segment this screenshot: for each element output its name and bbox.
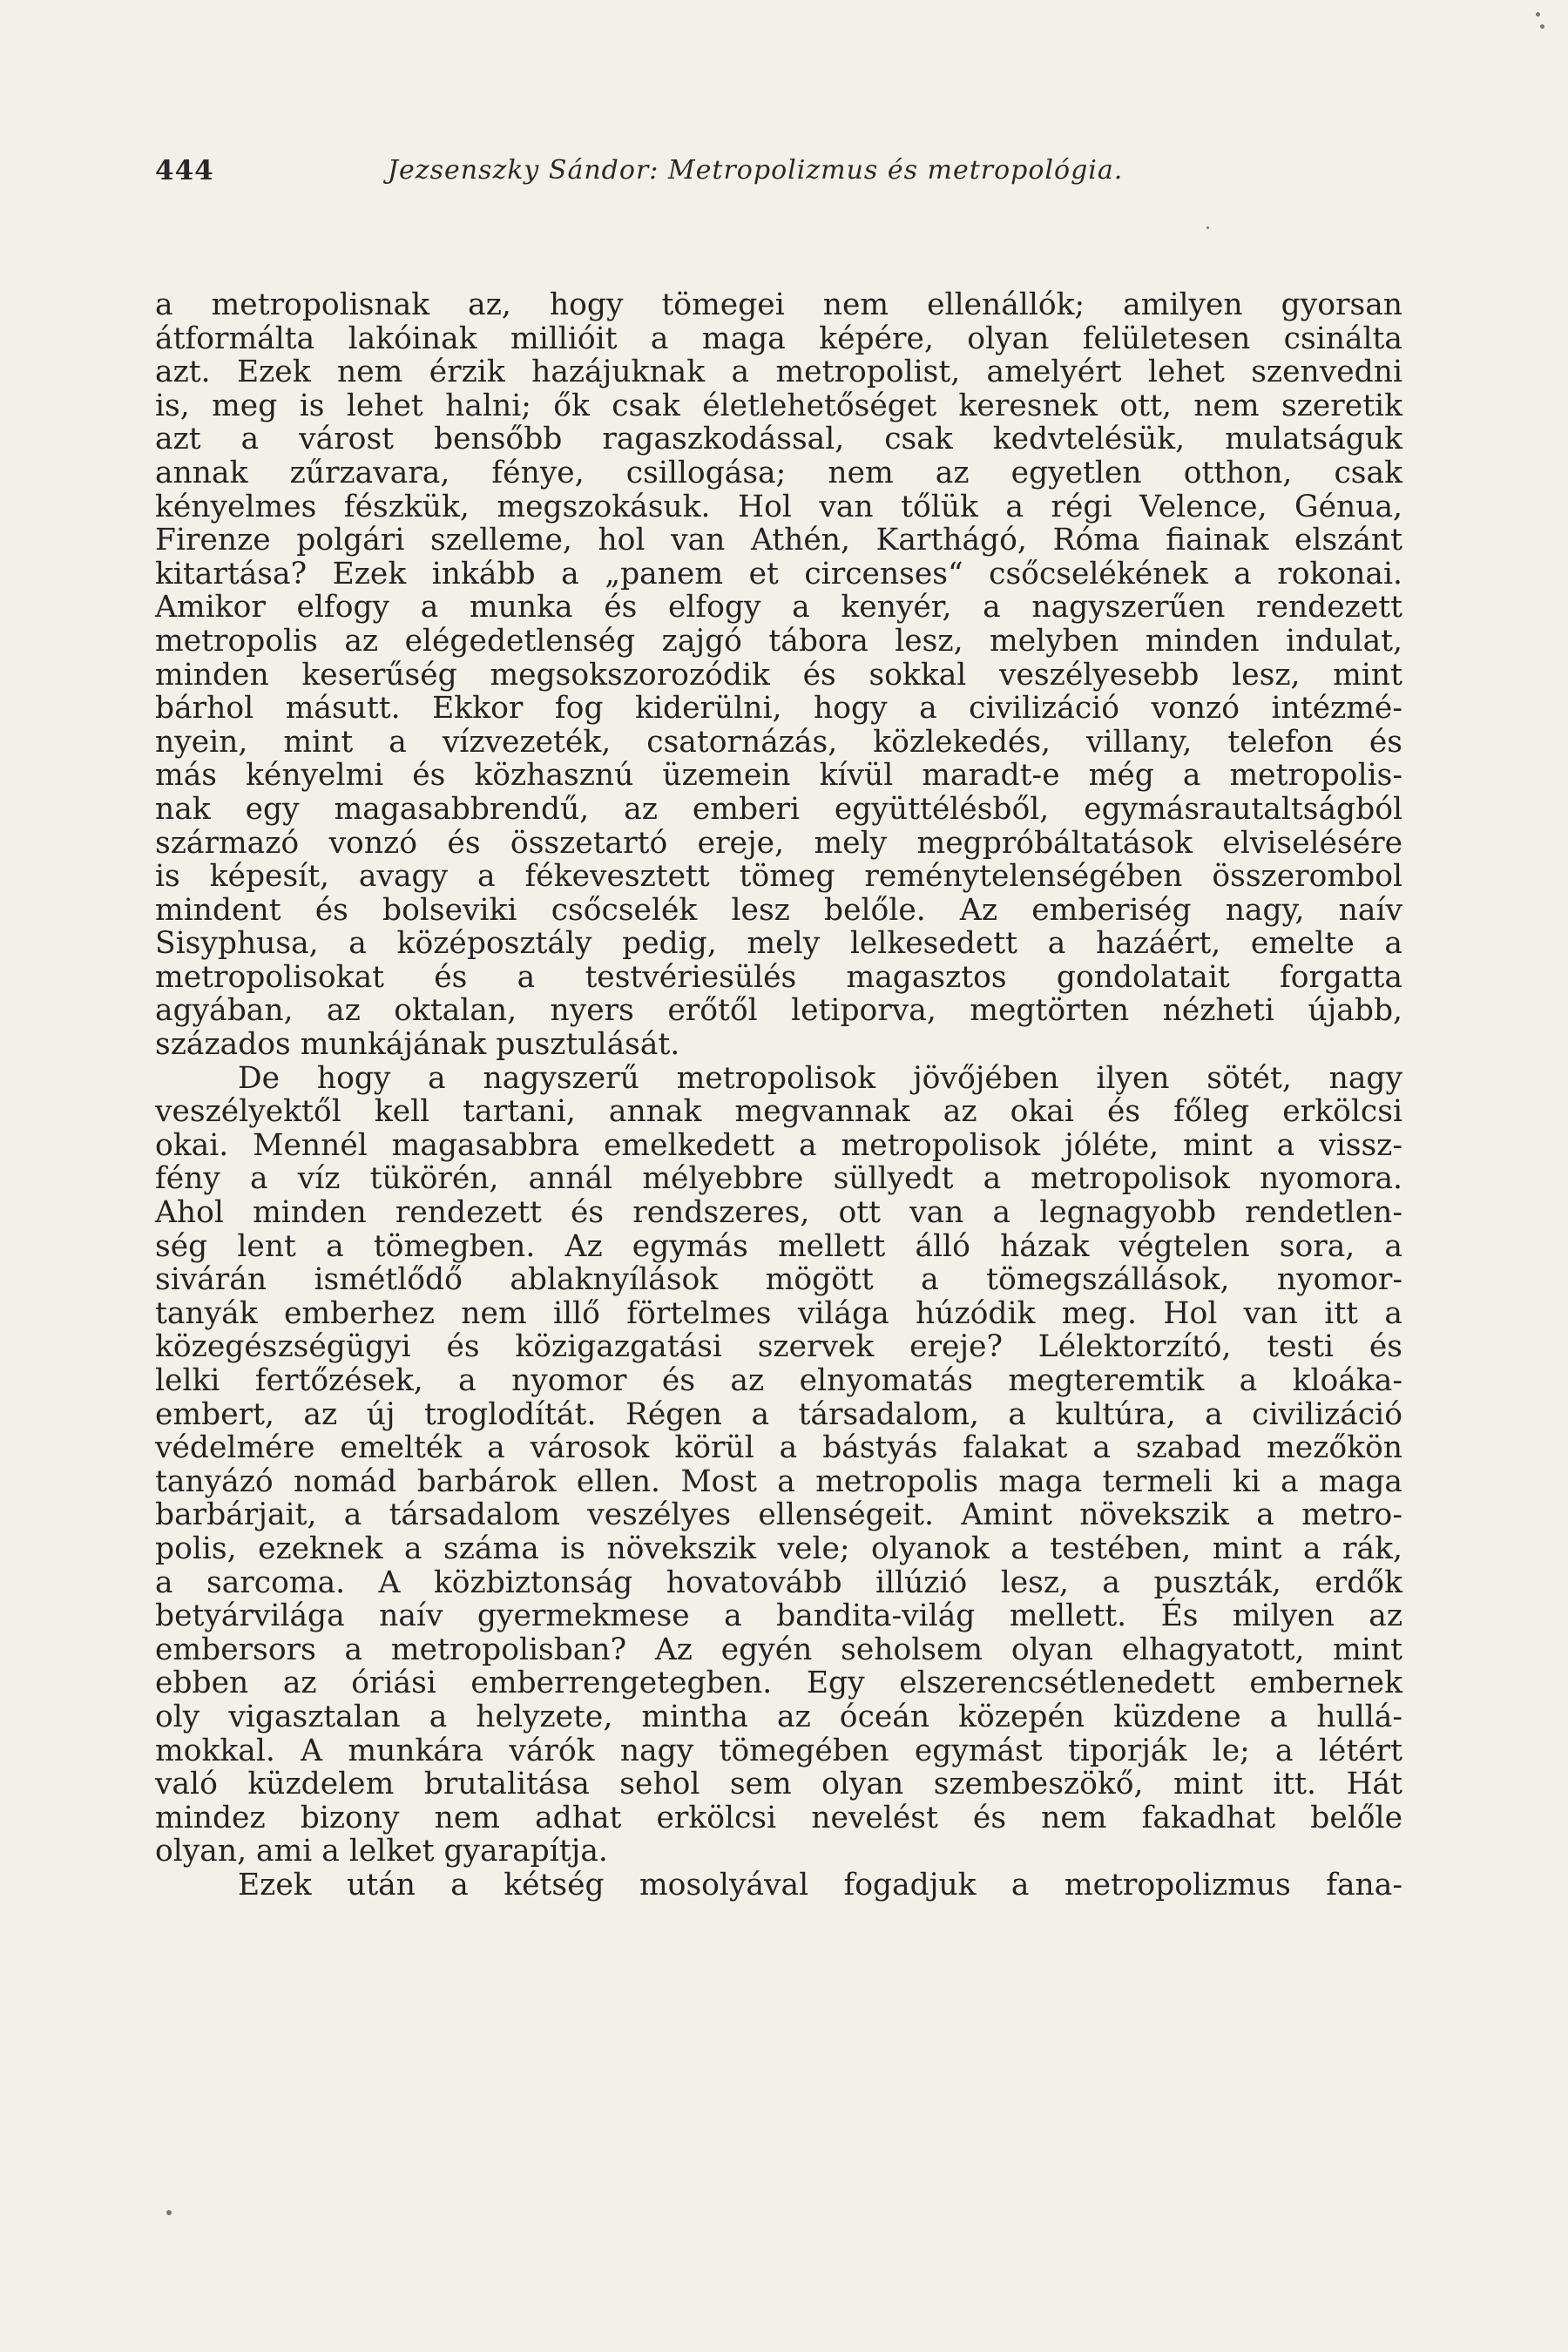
text-line: agyában, az oktalan, nyers erőtől letiporva, megtörten nézheti újabb, (155, 993, 1402, 1029)
text-line: kitartása? Ezek inkább a „panem et circenses“ csőcselékének a rokonai. (155, 556, 1402, 591)
text-line: más kényelmi és közhasznú üzemein kívül maradt-e még a metropolis- (155, 758, 1402, 794)
paper-speck (1540, 24, 1544, 29)
running-head (155, 155, 1405, 207)
text-line: védelmére emelték a városok körül a bástyás falakat a szabad mezőkön (155, 1430, 1402, 1466)
text-line: barbárjait, a társadalom veszélyes ellenségeit. Amint növekszik a metro- (155, 1497, 1402, 1533)
text-line: De hogy a nagyszerű metropolisok jövőjében ilyen sötét, nagy (238, 1060, 1402, 1096)
text-line: ebben az óriási emberrengetegben. Egy elszerencsétlenedett embernek (155, 1666, 1402, 1701)
text-line: okai. Mennél magasabbra emelkedett a metropolisok jóléte, mint a vissz- (155, 1127, 1402, 1163)
text-line: polis, ezeknek a száma is növekszik vele; olyanok a testében, mint a rák, (155, 1531, 1402, 1566)
text-line: is, meg is lehet halni; ők csak életlehetőséget keresnek ott, nem szeretik (155, 388, 1402, 423)
paper-speck (166, 2210, 172, 2215)
text-line: veszélyektől kell tartani, annak megvannak az okai és főleg erkölcsi (155, 1094, 1402, 1130)
text-line: is képesít, avagy a fékevesztett tömeg reménytelenségében összerombol (155, 859, 1402, 895)
text-line: mokkal. A munkára várók nagy tömegében egymást tiporják le; a létért (155, 1733, 1402, 1768)
text-line: tanyák emberhez nem illő förtelmes világa húzódik meg. Hol van itt a (155, 1295, 1402, 1331)
text-line: minden keserűség megsokszorozódik és sokkal veszélyesebb lesz, mint (155, 657, 1402, 693)
paragraph (155, 1062, 1402, 1869)
text-line: azt a várost bensőbb ragaszkodással, csak kedvtelésük, mulatságuk (155, 422, 1402, 457)
page-number: 444 (155, 155, 214, 186)
body-text (155, 288, 1402, 1903)
paper-speck (1206, 226, 1209, 229)
text-line: fény a víz tükörén, annál mélyebbre süllyedt a metropolisok nyomora. (155, 1161, 1402, 1197)
text-line: Firenze polgári szelleme, hol van Athén, Karthágó, Róma fiainak elszánt (155, 523, 1402, 558)
text-line: a sarcoma. A közbiztonság hovatovább illúzió lesz, a puszták, erdők (155, 1565, 1402, 1600)
text-line: közegészségügyi és közigazgatási szervek ereje? Lélektorzító, testi és (155, 1329, 1402, 1365)
paragraph (155, 288, 1402, 1062)
text-line: tanyázó nomád barbárok ellen. Most a metropolis maga termeli ki a maga (155, 1463, 1402, 1499)
text-line: Sisyphusa, a középosztály pedig, mely lelkesedett a hazáért, emelte a (155, 926, 1402, 962)
running-title: Jezsenszky Sándor: Metropolizmus és metropológia. (388, 155, 1124, 186)
text-line: a metropolisnak az, hogy tömegei nem ellenállók; amilyen gyorsan (155, 287, 1402, 322)
text-line: mindez bizony nem adhat erkölcsi nevelést és nem fakadhat belőle (155, 1800, 1402, 1835)
text-line: százados munkájának pusztulását. (155, 1027, 680, 1063)
text-line: annak zűrzavara, fénye, csillogása; nem az egyetlen otthon, csak (155, 455, 1402, 490)
text-line: nyein, mint a vízvezeték, csatornázás, közlekedés, villany, telefon és (155, 724, 1402, 760)
text-line: származó vonzó és összetartó ereje, mely megpróbáltatások elviselésére (155, 825, 1402, 861)
text-line: sivárán ismétlődő ablaknyílások mögött a tömegszállások, nyomor- (155, 1262, 1402, 1298)
paragraph (155, 1869, 1402, 1903)
text-line: való küzdelem brutalitása sehol sem olyan szembeszökő, mint itt. Hát (155, 1767, 1402, 1802)
text-line: ség lent a tömegben. Az egymás mellett álló házak végtelen sora, a (155, 1228, 1402, 1264)
text-line: átformálta lakóinak millióit a maga képére, olyan felületesen csinálta (155, 321, 1402, 356)
text-line: Ezek után a kétség mosolyával fogadjuk a metropolizmus fana- (238, 1867, 1402, 1903)
text-line: metropolisokat és a testvériesülés magasztos gondolatait forgatta (155, 959, 1402, 995)
text-line: nak egy magasabbrendű, az emberi együttélésből, egymásrautaltságból (155, 791, 1402, 827)
text-line: olyan, ami a lelket gyarapítja. (155, 1834, 608, 1869)
text-line: Ahol minden rendezett és rendszeres, ott van a legnagyobb rendetlen- (155, 1195, 1402, 1231)
text-line: embert, az új troglodítát. Régen a társadalom, a kultúra, a civilizáció (155, 1396, 1402, 1432)
text-line: embersors a metropolisban? Az egyén seholsem olyan elhagyatott, mint (155, 1632, 1402, 1667)
text-line: mindent és bolseviki csőcselék lesz belőle. Az emberiség nagy, naív (155, 892, 1402, 928)
text-line: betyárvilága naív gyermekmese a bandita-világ mellett. És milyen az (155, 1598, 1402, 1634)
text-line: oly vigasztalan a helyzete, mintha az óceán közepén küzdene a hullá- (155, 1699, 1402, 1734)
paper-speck (1536, 12, 1540, 17)
text-line: lelki fertőzések, a nyomor és az elnyomatás megteremtik a kloáka- (155, 1363, 1402, 1398)
text-line: Amikor elfogy a munka és elfogy a kenyér, a nagyszerűen rendezett (155, 590, 1402, 625)
text-line: metropolis az elégedetlenség zajgó tábora lesz, melyben minden indulat, (155, 623, 1402, 659)
text-line: azt. Ezek nem érzik hazájuknak a metropolist, amelyért lehet szenvedni (155, 355, 1402, 390)
text-line: kényelmes fészkük, megszokásuk. Hol van tőlük a régi Velence, Génua, (155, 489, 1402, 524)
text-line: bárhol másutt. Ekkor fog kiderülni, hogy a civilizáció vonzó intézmé- (155, 691, 1402, 727)
